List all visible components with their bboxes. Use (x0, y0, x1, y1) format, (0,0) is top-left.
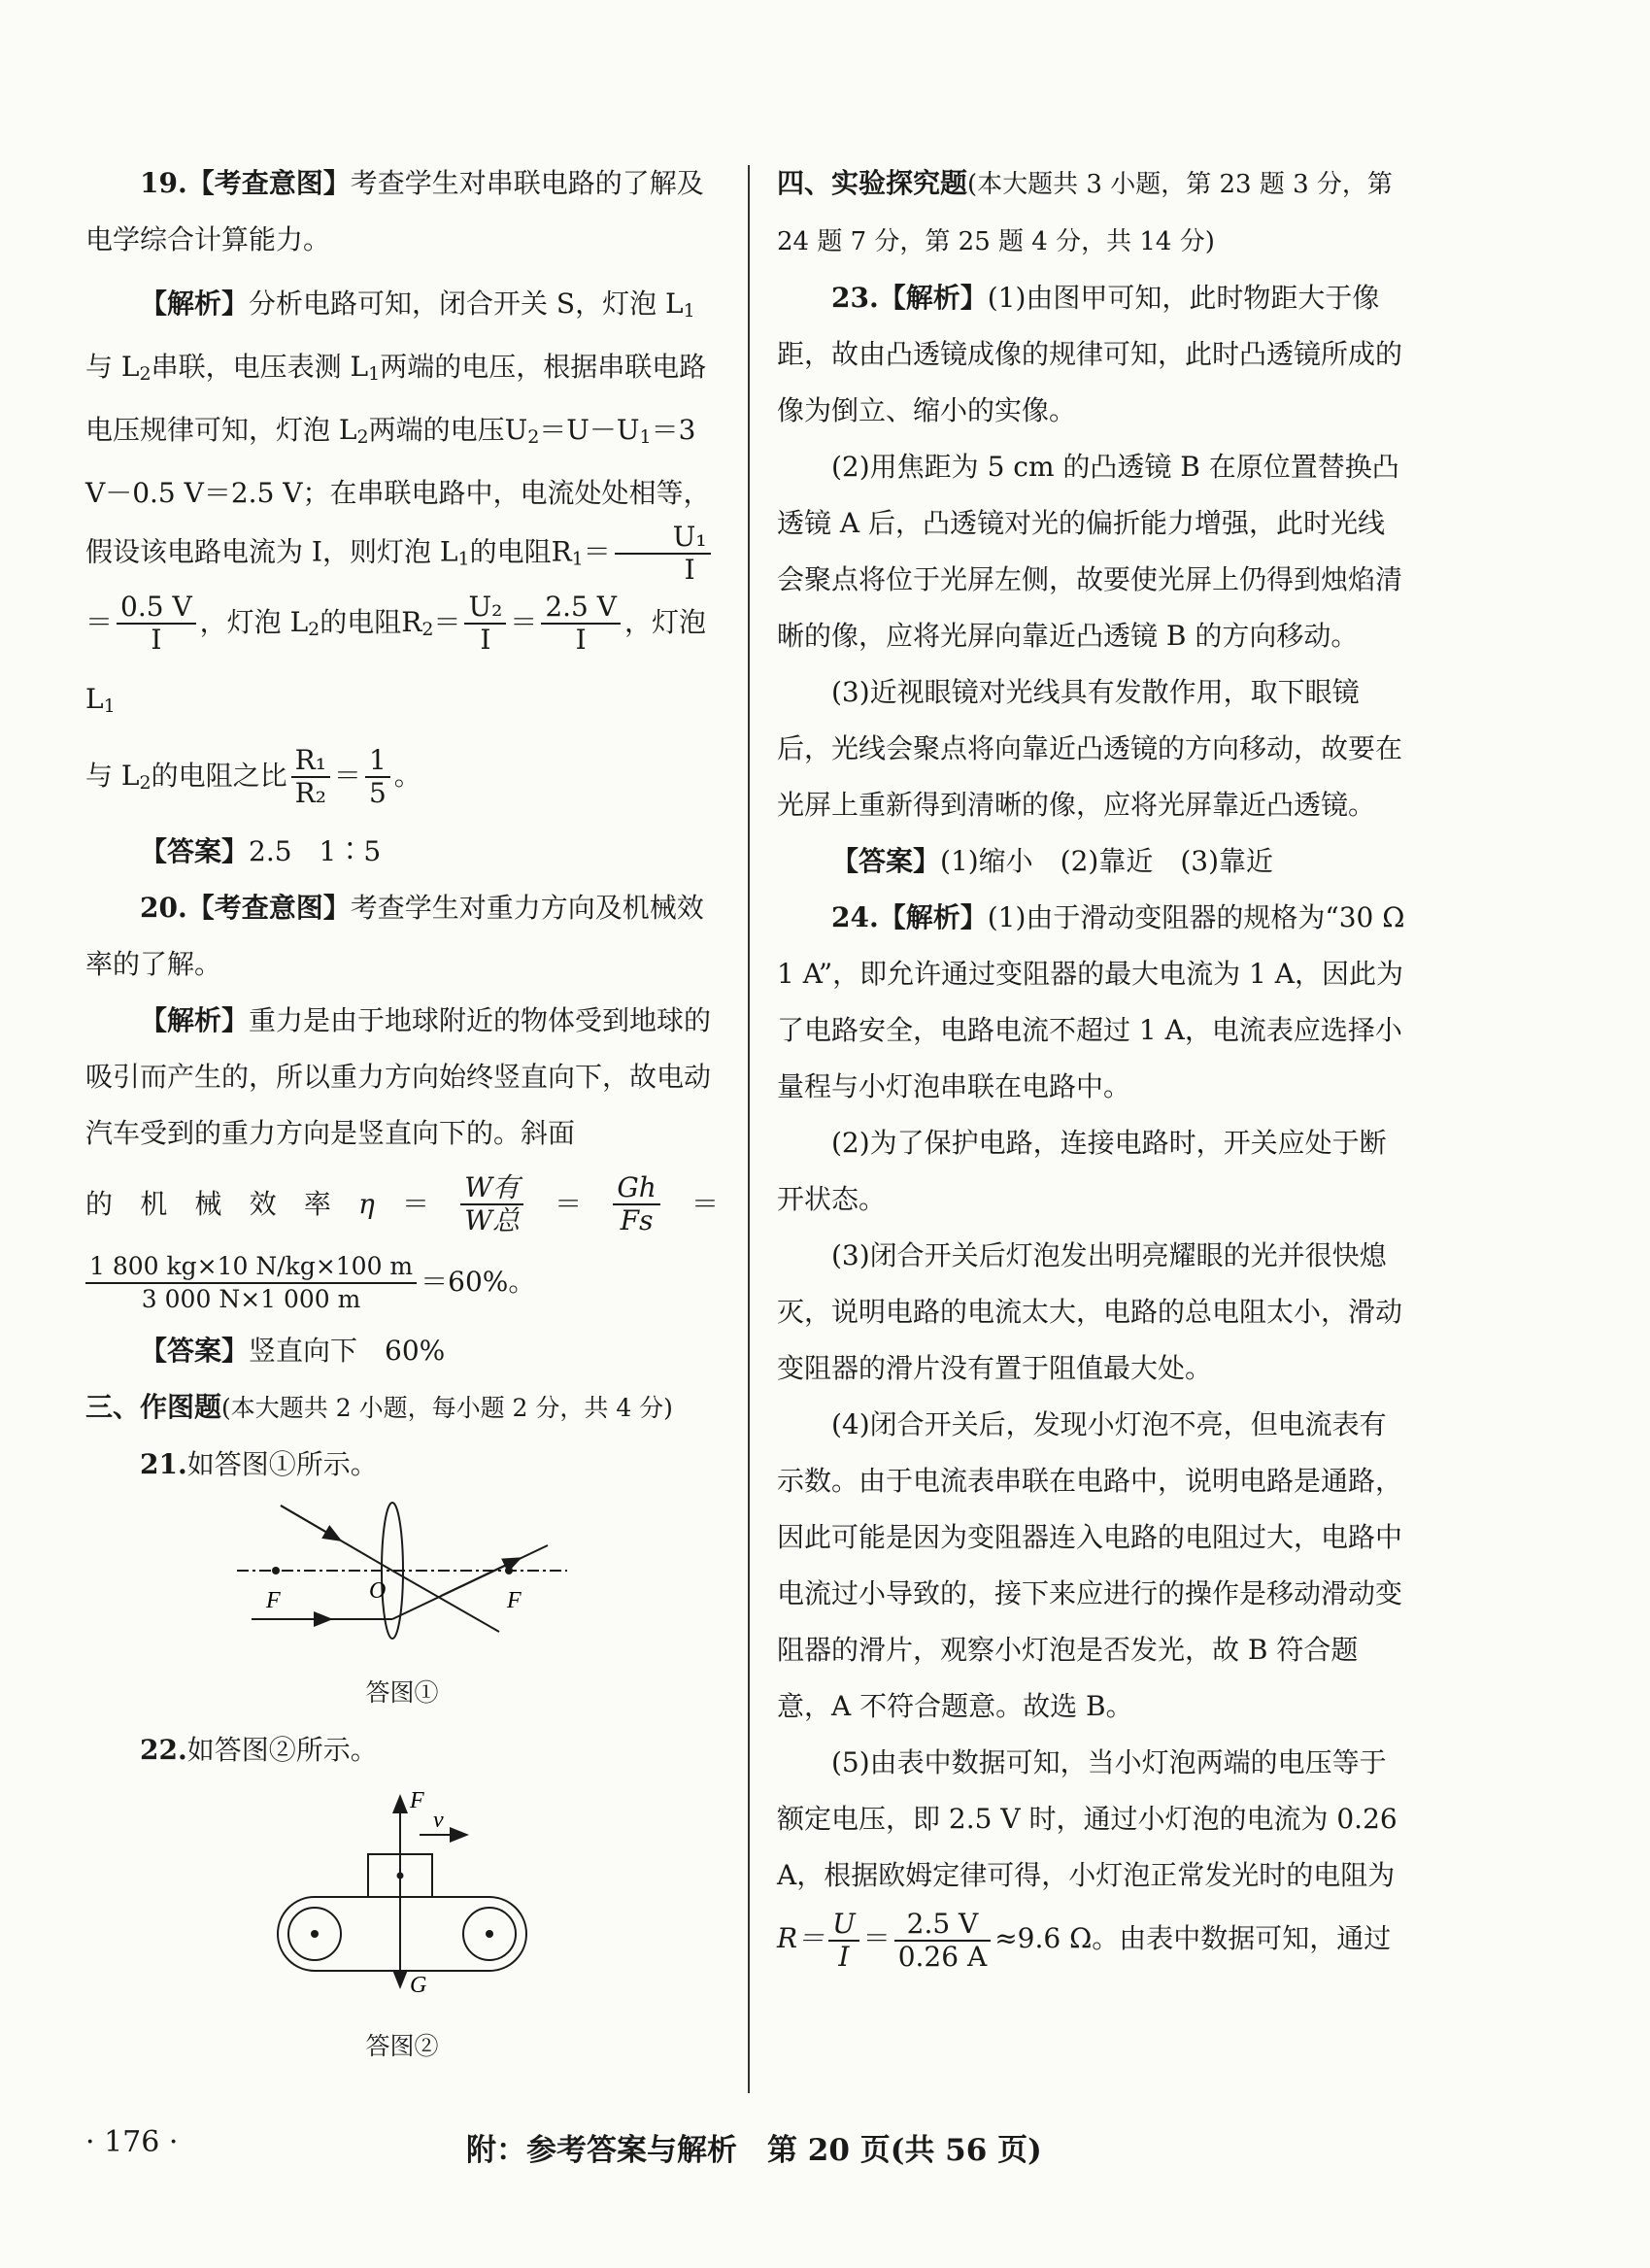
fraction-r1-r2: $\frac{\text{R₁}}{\text{R₂}}$ (291, 745, 330, 809)
fraction-25v-026a: $\frac{2.5 V}{0.26 A}$ (894, 1909, 991, 1973)
label-v: v (433, 1807, 444, 1833)
label-f-right: F (507, 1587, 522, 1613)
center-of-mass-dot (397, 1872, 404, 1879)
q24-resistance-formula: R＝ $\frac{U}{I}$ ＝ $\frac{2.5 V}{0.26 A}$ ≈9.6 Ω。由表中数据可知，通过 (777, 1907, 1392, 1973)
focal-point-left (272, 1567, 280, 1574)
label-o: O (369, 1577, 387, 1604)
label-f-left: F (266, 1587, 281, 1613)
q24-part4: (4)闭合开关后，发现小灯泡不亮，但电流表有示数。由于电流表串联在电路中，说明电路是通路，因此可能是因为变阻器连入电路的电阻过大，电路中电流过小导致的，接下来应进行的操作是移动滑动变阻器的滑片，观察小灯泡是否发光，故 B 符合题意，A 不符合题意。故选 B。 (777, 1408, 1403, 1722)
page-number: · 176 · (85, 2125, 179, 2159)
fraction-u-i: $\frac{U}{I}$ (828, 1909, 859, 1973)
left-column (85, 155, 719, 2066)
q20-intent: 20.【考查意图】考查学生对重力方向及机械效率的了解。 (85, 891, 704, 980)
q24-part1: 24.【解析】(1)由于滑动变阻器的规格为“30 Ω 1 A”，即允许通过变阻器的最大电流为 1 A，因此为了电路安全，电路电流不超过 1 A，电流表应选择小量程与小灯泡串联在电路中。 (777, 901, 1405, 1102)
conveyor-force-diagram-svg (266, 1786, 538, 2000)
section-4-heading: 四、实验探究题(本大题共 3 小题，第 23 题 3 分，第 24 题 7 分，第 25 题 4 分，共 14 分) (777, 167, 1393, 256)
page-footer (0, 2125, 1650, 2183)
label-f: F (410, 1787, 424, 1813)
figure-2-force-diagram (85, 1786, 719, 2019)
section-3-heading: 三、作图题(本大题共 2 小题，每小题 2 分，共 4 分) (85, 1390, 673, 1423)
q19-ratio-line: 与 $L_2$的电阻之比 $\frac{\text{R₁}}{\text{R₂}}$ ＝ $\frac{1}{5}$ 。 (85, 744, 421, 809)
fraction-05v-i: $\frac{0.5 V}{I}$ (117, 592, 196, 656)
fraction-1-5: $\frac{1}{5}$ (365, 745, 390, 809)
q19-answer: 【答案】2.5 1∶5 (140, 834, 382, 867)
q24-part2: (2)为了保护电路，连接电路时，开关应处于断开状态。 (777, 1127, 1387, 1215)
figure-1-caption: 答图① (365, 1677, 439, 1707)
q23-part3: (3)近视眼镜对光线具有发散作用，取下眼镜后，光线会聚点将向靠近凸透镜的方向移动，故要在光屏上重新得到清晰的像，应将光屏靠近凸透镜。 (777, 676, 1403, 821)
fraction-gh-fs: $\frac{Gh}{Fs}$ (613, 1172, 659, 1236)
q20-calculation: $\frac{1 800 kg\times 10 N/kg\times 100 m}{3 000 N\times 1 000 m}$ ＝60%。 (85, 1247, 719, 1317)
fraction-25v-i: $\frac{2.5 V}{I}$ (541, 592, 621, 656)
column-divider (748, 165, 750, 2093)
footer-title: 附：参考答案与解析 第 20 页(共 56 页) (466, 2133, 1042, 2168)
fraction-calculation: $\frac{1 800 kg\times 10 N/kg\times 100 m}{3 000 N\times 1 000 m}$ (85, 1251, 417, 1315)
q23-answer: 【答案】(1)缩小 (2)靠近 (3)靠近 (831, 845, 1274, 877)
q20-efficiency-line: 的 机 械 效 率 η ＝ $\frac{\text{W有}}{\text{W总}}$ ＝ $\frac{Gh}{Fs}$ ＝ (85, 1170, 719, 1236)
focal-point-right (505, 1567, 513, 1574)
right-column (777, 155, 1410, 1974)
q24-part3: (3)闭合开关后灯泡发出明亮耀眼的光并很快熄灭，说明电路的电流太大，电路的总电阻太小，滑动变阻器的滑片没有置于阻值最大处。 (777, 1239, 1403, 1384)
q19-intent: 19.【考查意图】考查学生对串联电路的了解及电学综合计算能力。 (85, 167, 704, 255)
q20-answer: 【答案】竖直向下 60% (140, 1334, 446, 1367)
q23-part2: (2)用焦距为 5 cm 的凸透镜 B 在原位置替换凸透镜 A 后，凸透镜对光的偏折能力增强，此时光线会聚点将位于光屏左侧，故要使光屏上仍得到烛焰清晰的像，应将光屏向靠近凸透镜 B 的方向移动。 (777, 451, 1403, 652)
fraction-w-useful-total: $\frac{\text{W有}}{\text{W总}}$ (460, 1172, 523, 1236)
q23-part1: 23.【解析】(1)由图甲可知，此时物距大于像距，故由凸透镜成像的规律可知，此时凸透镜所成的像为倒立、缩小的实像。 (777, 282, 1403, 426)
fraction-u1-i: $\frac{\text{U₁}}{I}$ (615, 522, 711, 586)
figure-2-caption: 答图② (365, 2031, 439, 2060)
figure-1-lens-diagram (85, 1501, 719, 1666)
label-g: G (410, 1972, 427, 1998)
refracted-ray-through-center (392, 1571, 499, 1632)
q22-text: 22.如答图②所示。 (140, 1733, 378, 1766)
q20-solution: 【解析】重力是由于地球附近的物体受到地球的吸引而产生的，所以重力方向始终竖直向下，故电动汽车受到的重力方向是竖直向下的。斜面 (85, 1003, 712, 1149)
q19-solution: 【解析】分析电路可知，闭合开关 S，灯泡 $L_1$与 $L_2$串联，电压表测 $L_1$两端的电压，根据串联电路电压规律可知，灯泡 $L_2$两端的电压$U_2=U-U_1=3$ V－0.5 V＝2.5 V；在串联电路中，电流处处相等，假设该电路电流为 I，则灯泡 $L_1$的电阻$R_1=$ $\frac{\text{U₁}}{I}$ (85, 288, 711, 586)
fraction-u2-i: $\frac{\text{U₂}}{I}$ (464, 592, 506, 656)
lens-ray-diagram-svg (227, 1501, 577, 1646)
q21-text: 21.如答图①所示。 (140, 1447, 378, 1480)
q24-part5: (5)由表中数据可知，当小灯泡两端的电压等于额定电压，即 2.5 V 时，通过小灯泡的电流为 0.26 A，根据欧姆定律可得，小灯泡正常发光时的电阻为 (777, 1746, 1397, 1891)
q19-formula-line: ＝ $\frac{0.5 V}{I}$ ，灯泡 $L_2$的电阻$R_2=$ $\frac{\text{U₂}}{I}$ ＝ $\frac{2.5 V}{I}$ ，灯泡 $L_1$ (85, 591, 706, 717)
